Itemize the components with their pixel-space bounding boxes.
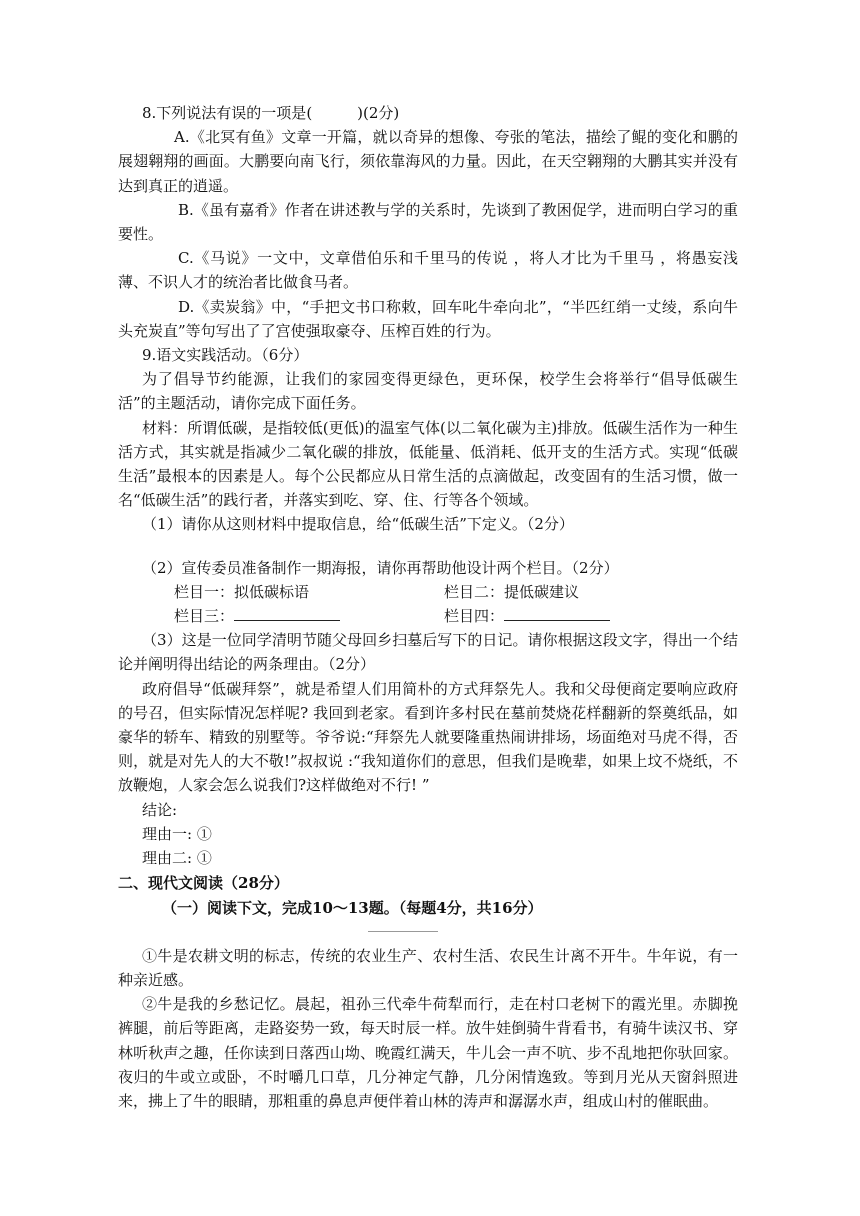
column-three-blank[interactable] [234,605,340,621]
section-two-heading: 二、现代文阅读（28分） [118,874,289,893]
column-four-blank[interactable] [504,605,610,621]
q9-sub2: （2）宣传委员准备制作一期海报，请你再帮助他设计两个栏目。（2分） [142,558,619,577]
answer-space [118,537,738,556]
q8-option-b: B.《虽有嘉肴》作者在讲述教与学的关系时，先谈到了教困促学，进而明白学习的重要性。 [118,200,738,244]
column-four: 栏目四： [444,607,505,626]
q9-reason-one: 理由一: ① [142,824,212,843]
column-row-2 [118,604,738,628]
q9-material: 材料：所谓低碳，是指较低(更低)的温室气体(以二氧化碳为主)排放。低碳生活作为一种生活方式，其实就是指减少二氧化碳的排放，低能量、低消耗、低开支的生活方式。实现“低碳生活”最根本的因素是人。每个公民都应从日常生活的点滴做起，改变固有的生活习惯，做一名“低碳生活”的践行者，并落实到吃、穿、住、行等各个领域。 [118,418,738,510]
reading-part-one-heading: （一）阅读下文，完成10～13题。（每题4分，共16分） [162,898,543,917]
column-two: 栏目二：提低碳建议 [444,582,580,601]
q8-option-c: C.《马说》一文中，文章借伯乐和千里马的传说 ，将人才比为千里马 ，将愚妄浅薄、不识人才的统治者比做食马者。 [118,249,738,292]
q9-intro: 为了倡导节约能源，让我们的家园变得更绿色，更环保，校学生会将举行“倡导低碳生活”的主题活动，请你完成下面任务。 [118,370,738,413]
title-rule [368,931,438,932]
passage-paragraph-2: ②牛是我的乡愁记忆。晨起，祖孙三代牵牛荷犁而行，走在村口老树下的霞光里。赤脚挽裤腿，前后等距离，走路姿势一致，每天时辰一样。放牛娃倒骑牛背看书，有骑牛读汉书、穿林听秋声之趣，任你读到日落西山坳、晚霞红满天，牛儿会一声不吭、步不乱地把你驮回家。夜归的牛或立或卧，不时嚼几口草，几分神定气静，几分闲情逸致。等到月光从天窗斜照进来，拂上了牛的眼睛，那粗重的鼻息声便伴着山林的涛声和潺潺水声，组成山村的催眠曲。 [118,995,738,1110]
column-row-1 [118,580,738,604]
column-three: 栏目三： [174,607,235,626]
q9-conclusion: 结论: [142,800,178,819]
column-three-wrap [174,604,444,628]
passage-title-placeholder [118,920,738,944]
q9-sub1: （1）请你从这则材料中提取信息，给“低碳生活”下定义。（2分） [142,515,574,534]
q9-reason-two: 理由二: ① [142,849,212,868]
q9-sub3: （3）这是一位同学清明节随父母回乡扫墓后写下的日记。请你根据这段文字，得出一个结论并阐明得出结论的两条理由。（2分） [118,631,738,674]
q8-option-d: D.《卖炭翁》中，“手把文书口称敕，回车叱牛牵向北”，“半匹红绡一丈绫，系向牛头充炭直”等句写出了了宫使强取豪夺、压榨百姓的行为。 [118,297,738,340]
passage-paragraph-1: ①牛是农耕文明的标志，传统的农业生产、农村生活、农民生计离不开牛。牛年说，有一种亲近感。 [118,946,738,989]
q8-option-a: A.《北冥有鱼》文章一开篇，就以奇异的想像、夸张的笔法，描绘了鲲的变化和鹏的展翅翱翔的画面。大鹏要向南飞行，须依靠海风的力量。因此，在天空翱翔的大鹏其实并没有达到真正的逍遥。 [118,128,738,195]
column-one: 栏目一：拟低碳标语 [174,582,310,601]
page-content [118,101,738,1113]
q9-stem: 9.语文实践活动。（6分） [142,346,309,365]
q9-diary: 政府倡导“低碳拜祭”，就是希望人们用简朴的方式拜祭先人。我和父母便商定要响应政府的号召，但实际情况怎样呢? 我回到老家。看到许多村民在墓前焚烧花样翻新的祭奠纸品，如豪华的轿车、精致的别墅等。爷爷说:“拜祭先人就要隆重热闹讲排场，场面绝对马虎不得，否则，就是对先人的大不敬!”叔叔说 :“我知道你们的意思，但我们是晚辈，如果上坟不烧纸，不放鞭炮，人家会怎么说我们?这样做绝对不行! ” [118,679,738,795]
column-four-wrap [444,604,610,628]
q8-stem: 8.下列说法有误的一项是( )(2分) [142,104,400,122]
